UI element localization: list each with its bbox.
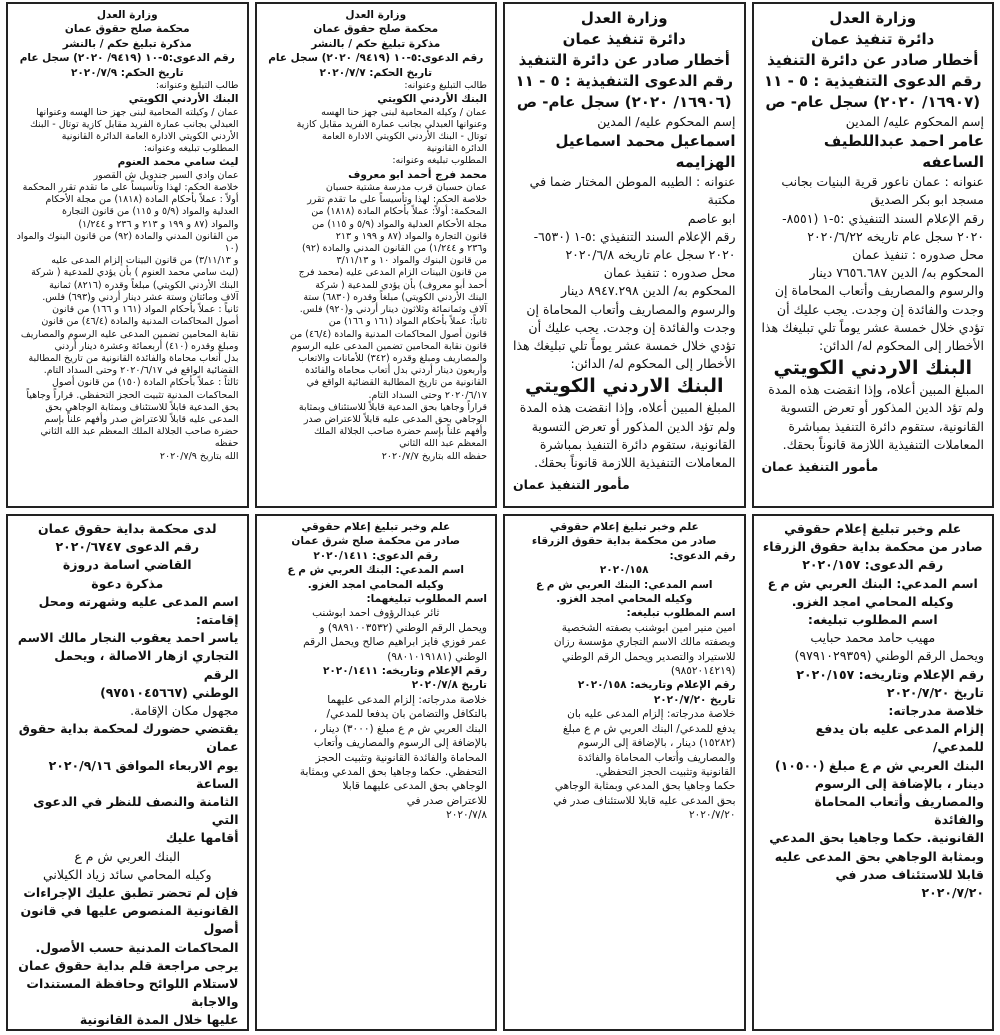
body-line: (١٥٢٨٢) دينار ، بالإضافة إلى الرسوم [577,737,736,750]
body-line: و ٣/١١/١٣) من قانون البينات إلزام المدعى عليه [51,255,239,267]
body-line: البنك الأردني الكويتي) مبلغاً وقدره (٦٨٣٠) ستة [303,291,487,303]
signoff: مأمور التنفيذ عمان [761,459,879,475]
requester-name: البنك الأردني الكويتي [377,93,487,106]
requester-label: طالب التبليغ وعنوانه: [404,80,487,92]
case-number: ٢٠٢٠/١٥٨ [599,564,649,577]
body-line: قابلا للاستئناف صدر في [835,866,984,882]
body-line: والمواد (٨٧ و ١٩٩ و ٢١٣ و ٢٣٦ و ١/٢٤٤) [78,218,239,230]
respondent-name: ليث سامي محمد العنوم [117,156,239,169]
body-line: الدائرة القانونية [426,143,487,155]
respondent-name: مهيب حامد محمد حبايب [810,630,936,646]
judgment-ref: رقم الإعلام وتاريخه: ٢٠٢٠/١٥٨ [577,679,736,692]
body-line: يقتضي حضورك لمحكمة بداية حقوق عمان [18,721,239,755]
body-line: عليها خلال المدة القانونية [79,1012,239,1028]
requester-name: البنك الأردني الكويتي [128,93,239,106]
debtor-name: اسماعيل محمد اسماعيل الهزايمه [555,132,736,172]
body-line: ومبلغ وقدره (٤١٠) أربعمائة وعشرة دينار أردني [54,340,239,352]
body-line: المعظم عبد الله الثاني [399,438,487,450]
body-line: عمان وادي السير جندويل ش القصور [93,169,239,181]
body-line: خلاصة مدرجاته: إلزام المدعى عليه بان [567,708,736,721]
body-line: والرسوم والمصاريف وأتعاب المحاماة إن [774,283,984,299]
judgment-date: تاريخ ٢٠٢٠/٧/٢٠ [653,693,736,706]
national-id: الوطني (٩٧٥١٠٤٥٦٦٧) [100,684,239,700]
body-line: وبصفته مالك الاسم التجاري مؤسسة رزان [553,636,736,649]
signoff: مأمور التنفيذ عمان [513,477,630,493]
court-title: صادر من محكمة بداية حقوق الزرقاء [762,539,983,555]
body-line: قانون نقابة المحامين تضمين المدعى عليه الرسوم [291,340,487,352]
body-line: قانون أصول المحاكمات المدنية والمادة (٤٦/٤) من [289,328,487,340]
body-line: ولم تؤد الدين المذكور أو تعرض التسوية [531,418,736,434]
body-line: خلاصة الحكم: لهذا وتأسيساً على ما تقدم تقرر المحكمة [22,182,239,194]
notice-title: مذكرة دعوة [91,575,164,591]
judgment-date: تاريخ ٢٠٢٠/٧/٢٠ [886,684,984,700]
national-id: ويحمل الرقم الوطني (٩٧٩١٠٢٩٣٥٩) [794,648,984,664]
body-line: ويحمل الرقم الوطني (٩٨٩١٠٠٣٥٣٢) و [319,621,487,634]
respondent-label: اسم المطلوب تبليغهما: [366,593,487,606]
notice-title: أخطار صادر عن دائرة التنفيذ [767,51,979,69]
body-line: الوجاهي بحق المدعى عليه قابلاً للاعتراض صدر [303,413,487,425]
respondent-name: ثائر عبدالرؤوف احمد ابوشنب [312,607,440,620]
body-line: دينار ، بالإضافة إلى الرسوم [814,775,984,791]
plaintiff: البنك العربي ش م ع [74,848,181,864]
body-line: عمر فوزي فايز ابراهيم صالح ويحمل الرقم [303,636,487,649]
issuance-place: محل صدوره : تنفيذ عمان [852,247,984,263]
debt-amount: المحكوم به/ الدين ٨٩٤٧.٢٩٨ دينار [561,283,736,299]
body-line: بدل أتعاب محاماة والفائدة القانونية من تاريخ المطالبة [28,352,239,364]
top-notices-row [6,2,994,508]
judgment-ref: رقم الإعلام السند التنفيذي :٥-١ (٦٥٣٠- [533,228,736,244]
case-number-year: (١٦٩٠٦/ ٢٠٢٠) سجل عام- ص [516,93,732,111]
ministry-title: وزارة العدل [829,9,917,27]
body-line: أقامها عليك [165,830,239,846]
debt-amount: المحكوم به/ الدين ٧٦٥٦.٦٨٧ دينار [809,265,984,281]
body-line: التجاري ازهار الاصالة ، ويحمل الرقم [54,648,239,682]
body-line: ثانياً : عملاً بأحكام المواد (١٦١ و ١٦٦) من قانون [52,304,239,316]
body-line: امين منير امين ابوشنب بصفته الشخصية [561,621,736,634]
debtor-label: إسم المحكوم عليه/ المدين [597,114,736,129]
body-line: الأردني الكويتي الادارة العامة الدائرة القانونية [61,131,239,143]
body-line: ولم تؤد الدين المذكور أو تعرض التسوية [780,400,984,416]
respondent-label: اسم المطلوب تبليغه: [807,612,938,628]
body-line: الثامنة والنصف للنظر في الدعوى التي [33,794,239,828]
body-line: تؤدي خلال خمسة عشر يوماً تلي تبليغك هذا [761,319,984,335]
plaintiff-lawyer: وكيله المحامي امجد الغزو. [307,578,444,591]
body-line: أولاً : عملاً بأحكام المادة (١٨١٨) من مجلة الأحكام [45,194,239,206]
body-line: بحق المدعى عليه قابلا للاستئناف صدر في [553,794,736,807]
ministry-title: وزارة العدل [345,9,407,21]
ministry-title: وزارة العدل [580,9,668,27]
body-line: المبلغ المبين أعلاه، وإذا انقضت هذه المدة [768,382,984,398]
court-title: لدى محكمة بداية حقوق عمان [37,521,217,536]
body-line: وجدت والفائدة إن وجدت. يجب عليك أن [776,301,984,317]
department-title: دائرة تنفيذ عمان [811,30,935,48]
body-line: مجهول مكان الإقامة. [130,703,239,719]
notice-title: علم وخبر تبليغ إعلام حقوقي [301,521,451,533]
debtor-name: عامر احمد عبداللطيف الساعفه [823,132,984,172]
department-title: دائرة تنفيذ عمان [562,30,686,48]
body-line: خلاصة مدرجاته: إلزام المدعى عليهما [327,693,487,706]
body-line: حضرة صاحب الجلالة الملك المعظم عبد الله الثاني حفظه [40,426,239,450]
case-number: رقم الدعوى التنفيذية : ٥ - ١١ [515,72,733,90]
plaintiff-lawyer: وكيله المحامي امجد الغزو. [791,593,954,609]
respondent-label: المطلوب تبليغه وعنوانه: [392,155,487,167]
body-line: آلاف ومائتان وستة عشر دينار أردني و(٦٩٣) فلس. [42,291,239,303]
body-line: والرسوم والمصاريف وأتعاب المحاماة إن [526,301,736,317]
notice-title: أخطار صادر عن دائرة التنفيذ [518,51,730,69]
body-line: من القانون المدني والمادة (٩٢) من قانون البنوك والمواد (١٠ [16,230,239,255]
summary-label: خلاصة مدرجاته: [888,703,984,719]
plaintiff-lawyer: وكيله المحامي سائد زياد الكيلاني [42,866,212,882]
body-line: العدلية والمواد (٥/٩ و ١١٥) من قانون التجارة [61,206,239,218]
body-line: المعاملات التنفيذية اللازمة قانوناً بحقك. [534,455,736,471]
body-line: القانونية من تاريخ المطالبة القضائية الواقع في [306,377,487,389]
court-title: صادر من محكمة بداية حقوق الزرقاء [531,535,717,548]
hearing-date: يوم الاربعاء الموافق ٢٠٢٠/٩/١٦ الساعة [48,757,239,791]
judgment-date: ٢٠٢٠ سجل عام تاريخه ٢٠٢٠/٦/٨ [565,247,736,263]
court-title: محكمة صلح حقوق عمان [313,23,439,36]
respondent-label: المطلوب تبليغه وعنوانه: [143,143,239,155]
creditor-name: البنك الاردني الكويتي [773,357,972,380]
body-line: بالإضافة إلى الرسوم والمصاريف وأتعاب [313,737,487,750]
body-line: بالتكافل والتضامن بان يدفعا للمدعي/ [326,708,487,721]
body-line: المعاملات التنفيذية اللازمة قانوناً بحقك. [782,436,984,452]
body-line: ٢٠٢٠/٦/١٧ وحتى السداد التام. [368,389,487,401]
body-line: والمصاريف وأتعاب المحاماة والفائدة [814,794,984,828]
ministry-title: وزارة العدل [96,9,158,21]
national-id: (٩٨٥٢٠١٤٢١٩) [670,665,736,678]
judgment-date: تاريخ ٢٠٢٠/٧/٨ [411,679,487,692]
body-line: أحمد أبو معروف) بأن يؤدي للمدعية ( شركة [315,279,487,291]
respondent-name: محمد فرج أحمد ابو معروف [348,168,487,181]
body-line: المحاماة والفائدة القانونية وتثبيت الحجز [315,751,487,764]
issued-date: ٢٠٢٠/٧/٢٠ [688,809,736,822]
body-line: قانون التجارة والمواد (٨٧ و ١٩٩ و ٢١٣ [335,230,487,242]
issuance-place: محل صدوره : تنفيذ عمان [603,265,736,281]
body-line: عمان / وكيلته المحامية لبنى جهز حنا الهسه وعنوانها [36,106,239,118]
body-line: و٢٣٦ و ١/٢٤٤) من القانون المدني والمادة (٩٢) [302,243,487,255]
body-line: عمان / وكيله المحامية لبنى جهز حنا الهسه [321,106,487,118]
issued-date: الله بتاريخ ٢٠٢٠/٧/٩ [159,450,239,462]
body-line: القضائية الواقع في ٢٠٢٠/٦/١٧ وحتى السداد التام. [43,365,239,377]
body-line: العبدلي بجانب عمارة الفريد مقابل كازية توتال - البنك [30,118,239,130]
judgment-notice-9419 [6,2,249,508]
body-line: بحق المدعية قابلاً للاستئناف وبمثابة الوجاهي بحق [45,401,239,413]
body-line: ثالثاً : عملاً بأحكام المادة (١٥٠) من قانون أصول [52,377,239,389]
judgment-date: ٢٠٢٠ سجل عام تاريخه ٢٠٢٠/٦/٢٢ [807,228,984,244]
body-line: مجلة الأحكام العدلية والمواد (٥/٩ و ١١٥) من [312,218,487,230]
address-line: عنوانه : عمان ناعور قرية البنيات بجانب [781,174,984,190]
body-line: عمان حسبان قرب مدرسة مشتية حسبان [325,182,487,194]
plaintiff: اسم المدعي: البنك العربي ش م ع [287,564,465,577]
body-line: البنك العربي ش م ع مبلغ (١٠٥٠٠) [774,757,984,773]
body-line: فإن لم تحضر تطبق عليك الإجراءات [23,885,239,901]
body-line: المحاكمات المدنية حسب الأصول. [35,939,239,955]
body-line: المحاكمات المدنية تثبيت الحجز التحفظي. قراراً وجاهياً [26,389,239,401]
body-line: الأخطار إلى المحكوم له/ الدائن: [819,338,984,354]
body-line: الأخطار إلى المحكوم له/ الدائن: [570,356,736,372]
plaintiff-lawyer: وكيله المحامي امجد الغزو. [556,593,693,606]
body-line: البنك العربي ش م ع مبلغ (٣٠٠٠) دينار ، [313,722,487,735]
judge-name: القاضي اسامة دروزة [62,557,192,573]
body-line: القانونية المنصوص عليها في قانون أصول [20,903,239,937]
body-line: البنك الأردني الكويتي) مبلغاً وقدره (٨٢١٦) ثمانية [49,279,239,291]
plaintiff: اسم المدعي: البنك العربي ش م ع [767,575,978,591]
address-line: ابو عاصم [687,210,736,226]
body-line: (ليث سامي محمد العنوم ) بأن يؤدي للمدعية ( شركة [31,267,239,279]
body-line: وأفهم علناً بإسم حضرة صاحب الجلالة الملك [314,426,487,438]
case-number: رقم الدعوى ٢٠٢٠/٦٧٤٧ [55,539,200,555]
requester-label: طالب التبليغ وعنوانه: [155,80,239,92]
body-line: إلزام المدعى عليه بان يدفع للمدعي/ [815,721,984,755]
body-line: للاعتراض صدر في [406,794,487,807]
judgment-notice-9417 [255,2,498,508]
body-line: وبمثابة الوجاهي بحق المدعى عليه [774,848,984,864]
body-line: والمصاريف ومبلغ وقدره (٣٤٢) للأمانات والاتعاب [298,352,487,364]
body-line: المبلغ المبين أعلاه، وإذا انقضت هذه المدة [519,400,736,416]
creditor-name: البنك الاردني الكويتي [524,375,724,398]
case-number: رقم الدعوى التنفيذية : ٥ - ١١ [764,72,982,90]
judgment-ref: رقم الإعلام وتاريخه: ٢٠٢٠/١٥٧ [796,666,984,682]
respondent-label: اسم المطلوب تبليغه: [626,607,736,620]
case-number-year: (١٦٩٠٧/ ٢٠٢٠) سجل عام- ص [765,93,981,111]
body-line: القانونية، ستقوم دائرة التنفيذ بمباشرة [539,436,736,452]
body-line: يرجى مراجعة قلم بداية حقوق عمان [18,957,239,973]
judgment-date: تاريخ الحكم: ٢٠٢٠/٧/٩ [70,66,184,79]
case-number: رقم الدعوى:٥-١٠ (٩٤١٩/ ٢٠٢٠) سجل عام [19,52,235,65]
debtor-label: إسم المحكوم عليه/ المدين [845,114,984,129]
judgment-ref: رقم الإعلام السند التنفيذي :٥-١ (٨٥٥١- [782,210,984,226]
body-line: الوجاهي بحق المدعى عليهما قابلا [342,780,487,793]
execution-notice-16906 [503,2,746,508]
judgment-notification-158 [503,514,746,1031]
notice-title: مذكرة تبليغ حكم / بالنشر [62,37,192,50]
notice-title: مذكرة تبليغ حكم / بالنشر [311,37,441,50]
body-line: أصول المحاكمات المدنية والمادة (٤٦/٤) من قانون [41,316,239,328]
body-line: من قانون البينات الزام المدعى عليه (محمد فرج [298,267,487,279]
national-id: الوطني (٩٨٠١٠١٩١٨١) [387,650,487,663]
bottom-notices-row [6,514,994,1031]
judgment-notification-157 [752,514,995,1031]
address-line: عنوانه : الطيبه الموطن المختار ضما في مكتبة [529,174,736,208]
notice-title: علم وخبر تبليغ إعلام حقوقي [549,521,699,533]
body-line: حكما وجاهيا بحق المدعي وبمثابة الوجاهي [554,780,736,793]
court-title: محكمة صلح حقوق عمان [64,23,190,36]
body-line: يدفع للمدعي/ البنك العربي ش م ع مبلغ [562,722,736,735]
body-line: توتال - البنك الأردني الكويتي الادارة العامة [321,131,487,143]
body-line: قراراً وجاهيا بحق المدعية قابلاً للاستئناف وبمثابة [298,401,487,413]
defendant-label: اسم المدعى عليه وشهرته ومحل إقامته: [38,593,239,628]
address-line: مسجد ابو بكر الصديق [870,192,984,208]
body-line: المحكمة: أولاً: عملاً بأحكام المادة (١٨١٨) من [311,206,487,218]
court-title: صادر من محكمة صلح شرق عمان [291,535,461,548]
body-line: المدعى عليه قابلاً للاعتراض صدر وأفهم علناً بإسم [44,413,239,425]
plaintiff: اسم المدعي: البنك العربي ش م ع [535,578,713,591]
body-line: من قانون البنوك والمواد ١٠ و ٣/١١/١٣ [336,255,487,267]
body-line: ياسر احمد يعقوب النجار مالك الاسم [17,630,239,646]
body-line: خلاصة الحكم: لهذا وتأسيساً على ما تقدم تقرر [307,194,487,206]
body-line: للاستيراد والتصدير ويحمل الرقم الوطني [561,650,736,663]
body-line: تؤدي خلال خمسة عشر يوماً تلي تبليغك هذا [512,338,736,354]
body-line: وعنوانها العبدلي بجانب عمارة الفريد مقابل كازية [296,118,487,130]
body-line: القانونية. حكما وجاهيا بحق المدعي [769,830,984,846]
body-line: وأربعون دينار أردني بدل أتعاب محاماة والفائدة [304,365,487,377]
judgment-notification-1411 [255,514,498,1031]
body-line: والمصاريف وأتعاب المحاماة والفائدة [577,751,736,764]
body-line: لاستلام اللوائح وحافظة المستندات والاجابة [26,976,239,1010]
notice-title: علم وخبر تبليغ إعلام حقوقي [784,521,962,536]
judgment-ref: رقم الإعلام وتاريخه: ٢٠٢٠/١٤١١ [322,665,487,678]
judgment-date: تاريخ الحكم: ٢٠٢٠/٧/٧ [319,66,433,79]
body-line: وجدت والفائدة إن وجدت. يجب عليك أن [528,319,736,335]
body-line: ثانياً: عملاً بأحكام المواد (١٦١ و ١٦٦) من [328,316,487,328]
issued-date: ٢٠٢٠/٧/٨ [446,809,487,822]
body-line: القانونية، ستقوم دائرة التنفيذ بمباشرة [788,418,984,434]
body-line: نقابة المحامين تضمين المدعى عليه الرسوم والمصاريف [20,328,239,340]
summons-notice-6747 [6,514,249,1031]
body-line: آلاف وثمانمائة وثلاثون دينار أردني و(٩٢٠) فلس. [299,304,487,316]
issued-date: حفظه الله بتاريخ ٢٠٢٠/٧/٧ [381,450,487,462]
case-number: رقم الدعوى: ٢٠٢٠/١٤١١ [313,549,439,562]
body-line: التحفظي. حكما وجاهيا بحق المدعي وبمثابة [299,765,487,778]
case-number: رقم الدعوى:٥-١٠ (٩٤١٩/ ٢٠٢٠) سجل عام [268,52,484,65]
execution-notice-16907 [752,2,995,508]
body-line: القانونية وتثبيت الحجز التحفظي. [595,765,736,778]
case-number-label: رقم الدعوى: [669,549,736,562]
case-number: رقم الدعوى: ٢٠٢٠/١٥٧ [802,557,944,573]
issued-date: ٢٠٢٠/٧/٢٠ [921,885,984,901]
